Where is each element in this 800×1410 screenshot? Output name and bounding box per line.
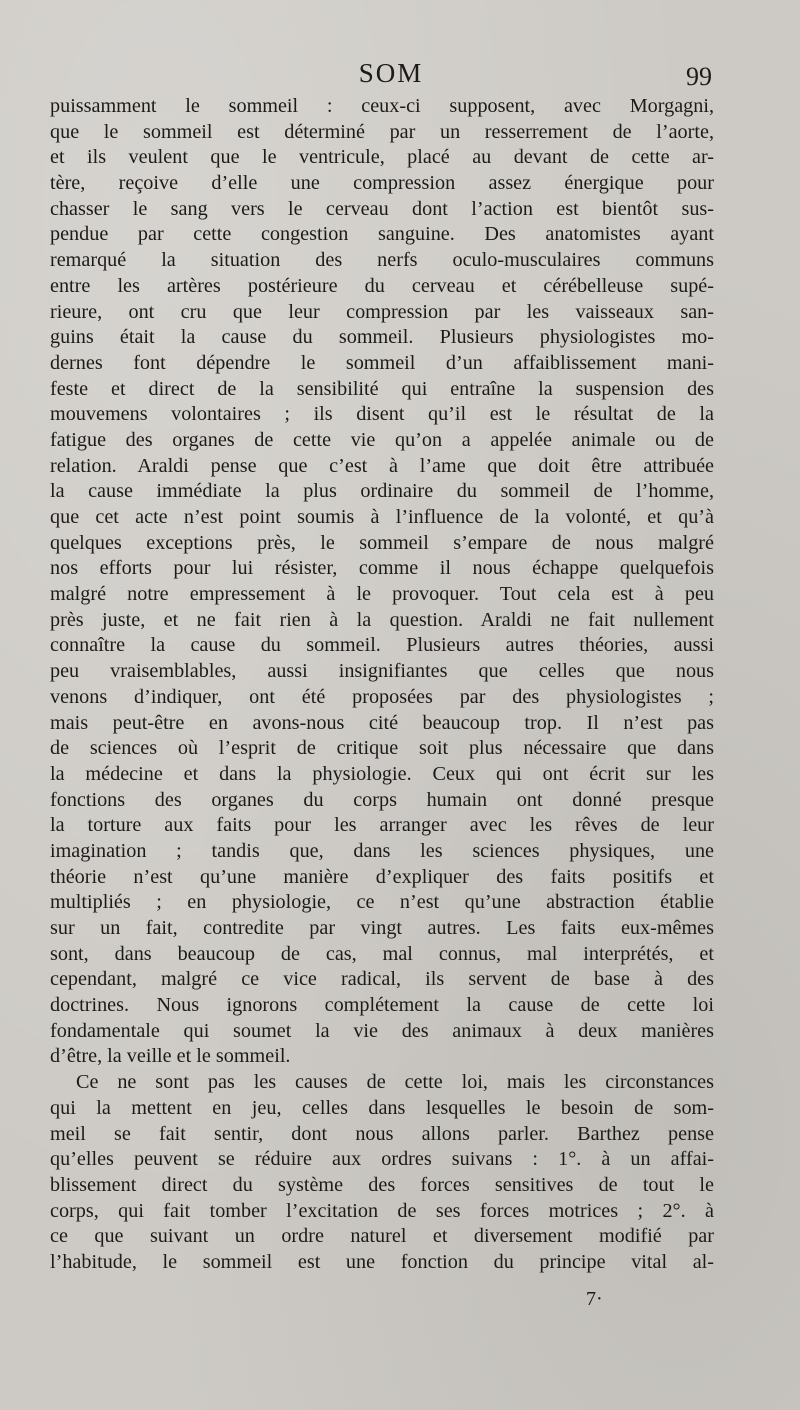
text-line: corps, qui fait tomber l’excitation de ses forces motrices ; 2°. à bbox=[50, 1199, 714, 1222]
text-line: mouvemens volontaires ; ils disent qu’il est le résultat de la bbox=[50, 403, 714, 426]
text-line: que le sommeil est déterminé par un resserrement de l’aorte, bbox=[50, 120, 714, 143]
text-line: sur un fait, contredite par vingt autres. Les faits eux-mêmes bbox=[50, 917, 714, 939]
text-line: venons d’indiquer, ont été proposées par des physiologistes ; bbox=[50, 685, 714, 708]
body-text bbox=[50, 94, 714, 1276]
text-line: mais peut-être en avons-nous cité beaucoup trop. Il n’est pas bbox=[50, 711, 714, 734]
text-line: meil se fait sentir, dont nous allons parler. Barthez pense bbox=[50, 1122, 714, 1145]
text-line: d’être, la veille et le sommeil. bbox=[50, 1045, 291, 1068]
text-line: fonctions des organes du corps humain ont donné presque bbox=[50, 788, 714, 811]
text-line: près juste, et ne fait rien à la question. Araldi ne fait nullement bbox=[50, 608, 714, 631]
text-line: qu’elles peuvent se réduire aux ordres suivans : 1°. à un affai- bbox=[50, 1148, 714, 1171]
text-line: fondamentale qui soumet la vie des animaux à deux manières bbox=[50, 1019, 714, 1042]
text-line: multipliés ; en physiologie, ce n’est qu’une abstraction établie bbox=[50, 891, 714, 914]
signature-mark: 7· bbox=[586, 1288, 603, 1310]
text-line: puissamment le sommeil : ceux-ci supposent, avec Morgagni, bbox=[50, 95, 714, 117]
text-line: Ce ne sont pas les causes de cette loi, mais les circonstances bbox=[76, 1071, 714, 1094]
text-line: remarqué la situation des nerfs oculo-musculaires communs bbox=[50, 249, 714, 272]
running-head bbox=[0, 58, 800, 94]
text-line: chasser le sang vers le cerveau dont l’action est bientôt sus- bbox=[50, 197, 714, 220]
text-line: l’habitude, le sommeil est une fonction du principe vital al- bbox=[50, 1250, 714, 1273]
page-header-title: SOM bbox=[358, 58, 424, 88]
text-line: relation. Araldi pense que c’est à l’ame que doit être attribuée bbox=[50, 454, 714, 477]
text-line: doctrines. Nous ignorons complétement la cause de cette loi bbox=[50, 994, 714, 1017]
text-line: rieure, ont cru que leur compression par les vaisseaux san- bbox=[50, 300, 714, 323]
text-line: la torture aux faits pour les arranger avec les rêves de leur bbox=[50, 814, 714, 837]
text-line: que cet acte n’est point soumis à l’influence de la volonté, et qu’à bbox=[50, 506, 714, 528]
text-line: et ils veulent que le ventricule, placé au devant de cette ar- bbox=[50, 146, 714, 169]
page-number: 99 bbox=[686, 62, 712, 91]
text-line: théorie n’est qu’une manière d’expliquer des faits positifs et bbox=[50, 865, 714, 888]
text-line: imagination ; tandis que, dans les sciences physiques, une bbox=[50, 839, 714, 862]
text-line: guins était la cause du sommeil. Plusieurs physiologistes mo- bbox=[50, 326, 714, 349]
text-line: sont, dans beaucoup de cas, mal connus, mal interprétés, et bbox=[50, 942, 714, 965]
text-line: cependant, malgré ce vice radical, ils servent de base à des bbox=[50, 968, 714, 991]
text-line: dernes font dépendre le sommeil d’un affaiblissement mani- bbox=[50, 351, 714, 374]
text-line: quelques exceptions près, le sommeil s’empare de nous malgré bbox=[50, 531, 714, 554]
text-line: blissement direct du système des forces sensitives de tout le bbox=[50, 1173, 714, 1196]
text-line: peu vraisemblables, aussi insignifiantes que celles que nous bbox=[50, 660, 714, 683]
text-line: de sciences où l’esprit de critique soit plus nécessaire que dans bbox=[50, 737, 714, 760]
text-line: la médecine et dans la physiologie. Ceux qui ont écrit sur les bbox=[50, 762, 714, 785]
text-line: feste et direct de la sensibilité qui entraîne la suspension des bbox=[50, 377, 714, 400]
text-line: qui la mettent en jeu, celles dans lesquelles le besoin de som- bbox=[50, 1096, 714, 1119]
text-line: connaître la cause du sommeil. Plusieurs autres théories, aussi bbox=[50, 634, 714, 657]
text-line: nos efforts pour lui résister, comme il nous échappe quelquefois bbox=[50, 557, 714, 580]
text-line: pendue par cette congestion sanguine. Des anatomistes ayant bbox=[50, 223, 714, 246]
text-line: malgré notre empressement à le provoquer. Tout cela est à peu bbox=[50, 583, 714, 606]
text-line: tère, reçoive d’elle une compression assez énergique pour bbox=[50, 172, 714, 195]
text-line: la cause immédiate la plus ordinaire du sommeil de l’homme, bbox=[50, 480, 714, 503]
text-line: ce que suivant un ordre naturel et diversement modifié par bbox=[50, 1225, 714, 1248]
text-line: entre les artères postérieure du cerveau et cérébelleuse supé- bbox=[50, 274, 714, 297]
text-line: fatigue des organes de cette vie qu’on a appelée animale ou de bbox=[50, 428, 714, 451]
